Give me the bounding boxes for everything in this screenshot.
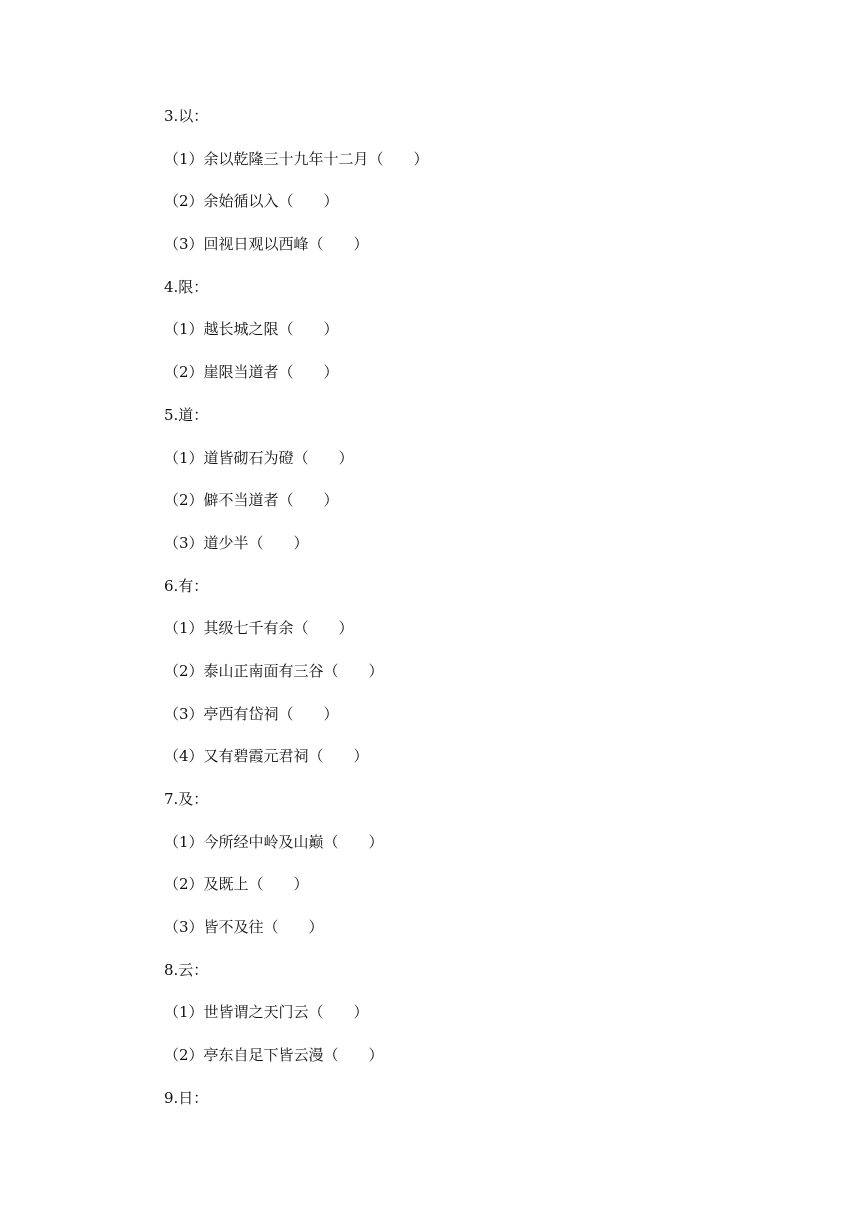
exercise-item: （2）亭东自足下皆云漫（ ） — [164, 1046, 384, 1065]
section-heading: 9.日： — [164, 1088, 209, 1107]
exercise-item: （2）泰山正南面有三谷（ ） — [164, 661, 384, 680]
exercise-item: （3）皆不及往（ ） — [164, 918, 324, 937]
exercise-item: （1）其级七千有余（ ） — [164, 619, 354, 638]
exercise-item: （2）及既上（ ） — [164, 875, 309, 894]
exercise-item: （1）余以乾隆三十九年十二月（ ） — [164, 149, 429, 168]
exercise-item: （3）道少半（ ） — [164, 533, 309, 552]
section-heading: 8.云： — [164, 960, 209, 979]
section-heading: 3.以： — [164, 107, 209, 125]
exercise-item: （1）今所经中岭及山巅（ ） — [164, 832, 384, 851]
exercise-item: （4）又有碧霞元君祠（ ） — [164, 747, 369, 766]
exercise-item: （1）越长城之限（ ） — [164, 320, 339, 339]
section-heading: 6.有： — [164, 576, 209, 595]
exercise-item: （1）世皆谓之天门云（ ） — [164, 1003, 369, 1022]
exercise-list — [164, 101, 784, 1126]
section-heading: 4.限： — [164, 277, 209, 296]
exercise-item: （2）崖限当道者（ ） — [164, 363, 339, 382]
section-heading: 5.道： — [164, 405, 209, 424]
exercise-item: （2）僻不当道者（ ） — [164, 491, 339, 510]
exercise-item: （2）余始循以入（ ） — [164, 192, 339, 211]
exercise-item: （3）回视日观以西峰（ ） — [164, 235, 369, 254]
exercise-item: （3）亭西有岱祠（ ） — [164, 704, 339, 723]
section-heading: 7.及： — [164, 790, 209, 808]
exercise-item: （1）道皆砌石为磴（ ） — [164, 448, 354, 467]
